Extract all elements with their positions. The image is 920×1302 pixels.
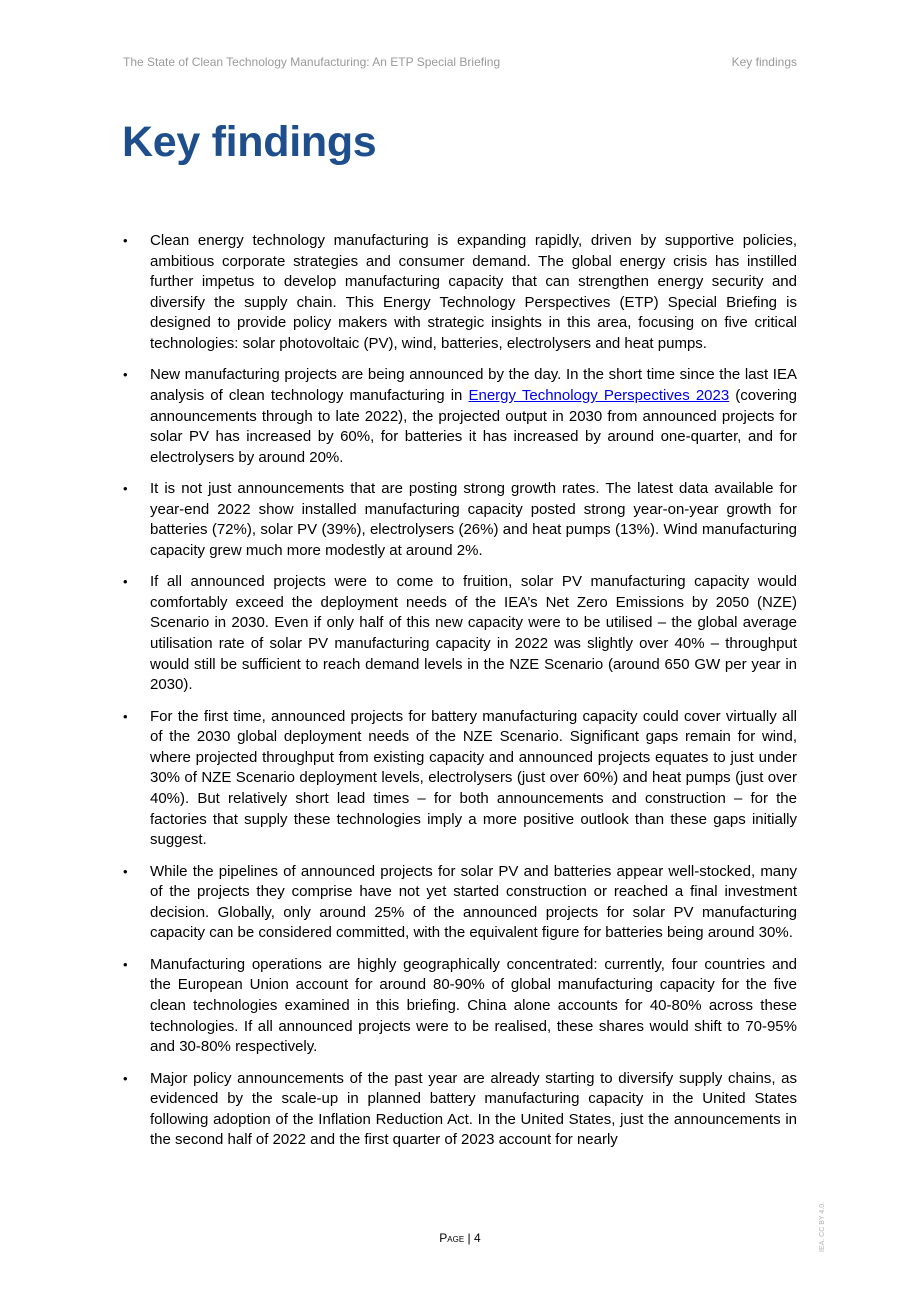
finding-text: (covering announcements through to late 2022), the projected output in 2030 from announced projects for solar PV has increased by 60%, for batteries it has increased by around one-quarter, and for electrolysers by around 20%. <box>150 386 797 466</box>
page-label: Page <box>439 1231 465 1245</box>
finding-item <box>123 707 797 851</box>
page-separator: | <box>464 1231 474 1245</box>
finding-item <box>123 862 797 944</box>
bullet-icon: • <box>123 956 128 972</box>
finding-text: For the first time, announced projects for battery manufacturing capacity could cover virtually all of the 2030 global deployment needs of the NZE Scenario. Significant gaps remain for wind, where projected throughput from existing capacity and announced projects equates to just under 30% of NZE Scenario deployment levels, electrolysers (just over 60%) and heat pumps (just over 40%). But relatively short lead times – for both announcements and construction – for the factories that supply these technologies imply a more positive outlook than these gaps initially suggest. <box>150 707 797 849</box>
bullet-icon: • <box>123 481 128 497</box>
bullet-icon: • <box>123 233 128 248</box>
running-header-section: Key findings <box>731 55 797 69</box>
finding-text: Clean energy technology manufacturing is expanding rapidly, driven by supportive policies, ambitious corporate strategies and consumer demand. The global energy crisis has instilled further impetus to develop manufacturing capacity that can strengthen energy security and diversify the supply chain. This Energy Technology Perspectives (ETP) Special Briefing is designed to provide policy makers with strategic insights in this area, focusing on five critical technologies: solar photovoltaic (PV), wind, batteries, electrolysers and heat pumps. <box>150 232 797 352</box>
page-title: Key findings <box>122 118 377 166</box>
finding-item <box>123 365 797 468</box>
bullet-icon: • <box>123 863 128 879</box>
finding-item <box>123 572 797 696</box>
page-number-value: 4 <box>474 1231 481 1245</box>
finding-text: While the pipelines of announced projects for solar PV and batteries appear well-stocked, many of the projects they comprise have not yet started construction or reached a final investment decision. Globally, only around 25% of the announced projects for solar PV manufacturing capacity can be considered committed, with the equivalent figure for batteries being around 30%. <box>150 862 797 942</box>
license-notice: IEA. CC BY 4.0. <box>819 1201 826 1252</box>
bullet-icon: • <box>123 574 128 590</box>
bullet-icon: • <box>123 708 128 724</box>
bullet-icon: • <box>123 367 128 383</box>
finding-text: It is not just announcements that are posting strong growth rates. The latest data available for year-end 2022 show installed manufacturing capacity posted strong year-on-year growth for batteries (72%), solar PV (39%), electrolysers (26%) and heat pumps (13%). Wind manufacturing capacity grew much more modestly at around 2%. <box>150 480 797 559</box>
finding-text: Manufacturing operations are highly geographically concentrated: currently, four countries and the European Union account for around 80-90% of global manufacturing capacity for the five clean technologies examined in this briefing. China alone accounts for 40-80% across these technologies. If all announced projects were to be realised, these shares would shift to 70-95% and 30-80% respectively. <box>150 955 797 1056</box>
finding-text: New manufacturing projects are being announced by the day. In the short time since the last IEA analysis of clean technology manufacturing in <box>150 366 797 404</box>
finding-text: Major policy announcements of the past year are already starting to diversify supply chains, as evidenced by the scale-up in planned battery manufacturing capacity in the United States following adoption of the Inflation Reduction Act. In the United States, just the announcements in the second half of 2022 and the first quarter of 2023 account for nearly <box>150 1069 797 1149</box>
bullet-icon: • <box>123 1070 128 1086</box>
finding-item <box>123 1069 797 1151</box>
key-findings-list <box>123 231 797 1151</box>
finding-item <box>123 955 797 1058</box>
finding-text: If all announced projects were to come to fruition, solar PV manufacturing capacity would comfortably exceed the deployment needs of the IEA’s Net Zero Emissions by 2050 (NZE) Scenario in 2030. Even if only half of this new capacity were to be utilised – the global average utilisation rate of solar PV manufacturing capacity in 2022 was slightly over 40% – throughput would still be sufficient to reach demand levels in the NZE Scenario (around 650 GW per year in 2030). <box>150 573 797 694</box>
finding-item <box>123 479 797 561</box>
running-header-report-title: The State of Clean Technology Manufacturing: An ETP Special Briefing <box>123 55 501 69</box>
etp-2023-link[interactable]: Energy Technology Perspectives 2023 <box>468 386 730 404</box>
page-number <box>0 1231 920 1245</box>
finding-item <box>123 231 797 355</box>
